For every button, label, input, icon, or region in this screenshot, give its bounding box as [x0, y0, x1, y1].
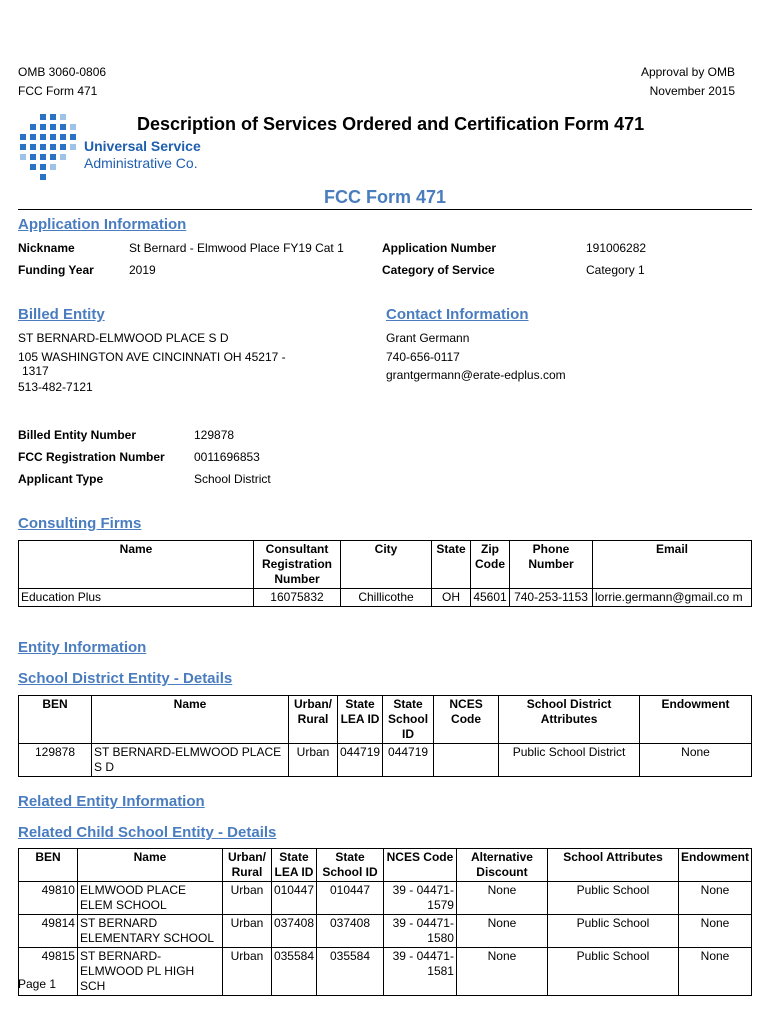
cell: None — [456, 915, 547, 948]
fcc-reg-label: FCC Registration Number — [18, 450, 165, 464]
child-school-heading: Related Child School Entity - Details — [18, 824, 277, 841]
cell: Public School District — [499, 744, 640, 777]
billed-entity-name: ST BERNARD-ELMWOOD PLACE S D — [18, 331, 229, 345]
col-endowment: Endowment — [640, 696, 752, 744]
cell: 010447 — [317, 882, 384, 915]
ben-label: Billed Entity Number — [18, 428, 137, 442]
col-alt-discount: Alternative Discount — [456, 849, 547, 882]
cell: 39 - 04471- 1581 — [383, 948, 456, 996]
funding-year-value: 2019 — [129, 263, 156, 277]
approval-date: November 2015 — [649, 84, 735, 98]
contact-info-heading: Contact Information — [386, 306, 529, 323]
ben-value: 129878 — [194, 428, 235, 442]
col-phone: Phone Number — [510, 541, 593, 589]
logo-line1: Universal Service — [84, 138, 201, 154]
table-row — [19, 589, 752, 607]
cell: Urban — [289, 744, 338, 777]
contact-phone: 740-656-0117 — [386, 350, 460, 364]
table-row — [19, 744, 752, 777]
school-district-heading: School District Entity - Details — [18, 670, 233, 687]
col-consultant-reg: Consultant Registration Number — [254, 541, 341, 589]
col-name: Name — [77, 849, 222, 882]
funding-year-label: Funding Year — [18, 263, 94, 277]
cell: 39 - 04471- 1579 — [383, 882, 456, 915]
application-number-label: Application Number — [382, 241, 497, 255]
category-value: Category 1 — [586, 263, 645, 277]
cell: Urban — [222, 882, 271, 915]
cell: None — [679, 948, 752, 996]
table-row — [19, 948, 752, 996]
cell: 45601 — [471, 589, 510, 607]
cell: 740-253-1153 — [510, 589, 593, 607]
consulting-firms-heading: Consulting Firms — [18, 515, 142, 532]
form-number: FCC Form 471 — [18, 84, 98, 98]
cell: 044719 — [383, 744, 434, 777]
col-zip: Zip Code — [471, 541, 510, 589]
cell: 39 - 04471- 1580 — [383, 915, 456, 948]
cell: ST BERNARD ELEMENTARY SCHOOL — [77, 915, 222, 948]
cell: lorrie.germann@gmail.co m — [593, 589, 752, 607]
school-district-table — [18, 695, 752, 777]
nickname-value: St Bernard - Elmwood Place FY19 Cat 1 — [129, 241, 344, 255]
billed-entity-heading: Billed Entity — [18, 306, 105, 323]
cell: 035584 — [271, 948, 316, 996]
col-name: Name — [92, 696, 289, 744]
cell: ST BERNARD-ELMWOOD PL HIGH SCH — [77, 948, 222, 996]
table-row — [19, 915, 752, 948]
cell: None — [679, 882, 752, 915]
billed-entity-phone: 513-482-7121 — [18, 380, 93, 394]
usac-logo-icon — [18, 112, 86, 184]
cell: Public School — [547, 882, 678, 915]
cell: Education Plus — [19, 589, 254, 607]
cell: OH — [432, 589, 471, 607]
cell: Urban — [222, 915, 271, 948]
cell: None — [456, 948, 547, 996]
col-ben: BEN — [19, 849, 78, 882]
col-state-lea: State LEA ID — [338, 696, 383, 744]
col-city: City — [341, 541, 432, 589]
divider — [18, 209, 752, 210]
cell: Urban — [222, 948, 271, 996]
col-district-attributes: School District Attributes — [499, 696, 640, 744]
cell: Public School — [547, 948, 678, 996]
table-header-row — [19, 849, 752, 882]
cell: 16075832 — [254, 589, 341, 607]
form-title: FCC Form 471 — [323, 187, 447, 207]
cell: None — [679, 915, 752, 948]
col-state-school: State School ID — [317, 849, 384, 882]
cell: None — [640, 744, 752, 777]
col-endowment: Endowment — [679, 849, 752, 882]
page-number: Page 1 — [18, 977, 57, 991]
logo-line2: Administrative Co. — [84, 155, 198, 171]
cell: Public School — [547, 915, 678, 948]
col-nces: NCES Code — [434, 696, 499, 744]
applicant-type-label: Applicant Type — [18, 472, 104, 486]
billed-entity-address2: 1317 — [22, 364, 49, 378]
cell: None — [456, 882, 547, 915]
nickname-label: Nickname — [18, 241, 75, 255]
col-name: Name — [19, 541, 254, 589]
related-entity-heading: Related Entity Information — [18, 793, 205, 810]
cell: 49810 — [19, 882, 78, 915]
col-state: State — [432, 541, 471, 589]
cell: 037408 — [317, 915, 384, 948]
cell: 010447 — [271, 882, 316, 915]
cell: 037408 — [271, 915, 316, 948]
contact-name: Grant Germann — [386, 331, 470, 345]
table-header-row — [19, 696, 752, 744]
cell: 49814 — [19, 915, 78, 948]
cell — [434, 744, 499, 777]
billed-entity-address: 105 WASHINGTON AVE CINCINNATI OH 45217 - — [18, 350, 286, 364]
cell: 129878 — [19, 744, 92, 777]
col-state-lea: State LEA ID — [271, 849, 316, 882]
entity-info-heading: Entity Information — [18, 639, 147, 656]
table-row — [19, 882, 752, 915]
fcc-reg-value: 0011696853 — [194, 450, 260, 464]
col-ben: BEN — [19, 696, 92, 744]
table-header-row — [19, 541, 752, 589]
col-school-attributes: School Attributes — [547, 849, 678, 882]
category-label: Category of Service — [382, 263, 495, 277]
cell: 044719 — [338, 744, 383, 777]
approval-text: Approval by OMB — [640, 65, 735, 79]
application-number-value: 191006282 — [586, 241, 647, 255]
cell: 49815 — [19, 948, 78, 996]
child-school-table — [18, 848, 752, 996]
usac-logo — [18, 112, 86, 189]
cell: Chillicothe — [341, 589, 432, 607]
applicant-type-value: School District — [194, 472, 271, 486]
omb-number: OMB 3060-0806 — [18, 65, 107, 79]
contact-email: grantgermann@erate-edplus.com — [386, 368, 566, 382]
cell: ST BERNARD-ELMWOOD PLACE S D — [92, 744, 289, 777]
document-title: Description of Services Ordered and Certification Form 471 — [137, 114, 645, 134]
col-urban-rural: Urban/ Rural — [222, 849, 271, 882]
col-email: Email — [593, 541, 752, 589]
cell: 035584 — [317, 948, 384, 996]
cell: ELMWOOD PLACE ELEM SCHOOL — [77, 882, 222, 915]
application-info-heading: Application Information — [18, 216, 187, 233]
consulting-firms-table — [18, 540, 752, 607]
col-urban-rural: Urban/ Rural — [289, 696, 338, 744]
col-nces: NCES Code — [383, 849, 456, 882]
col-state-school: State School ID — [383, 696, 434, 744]
